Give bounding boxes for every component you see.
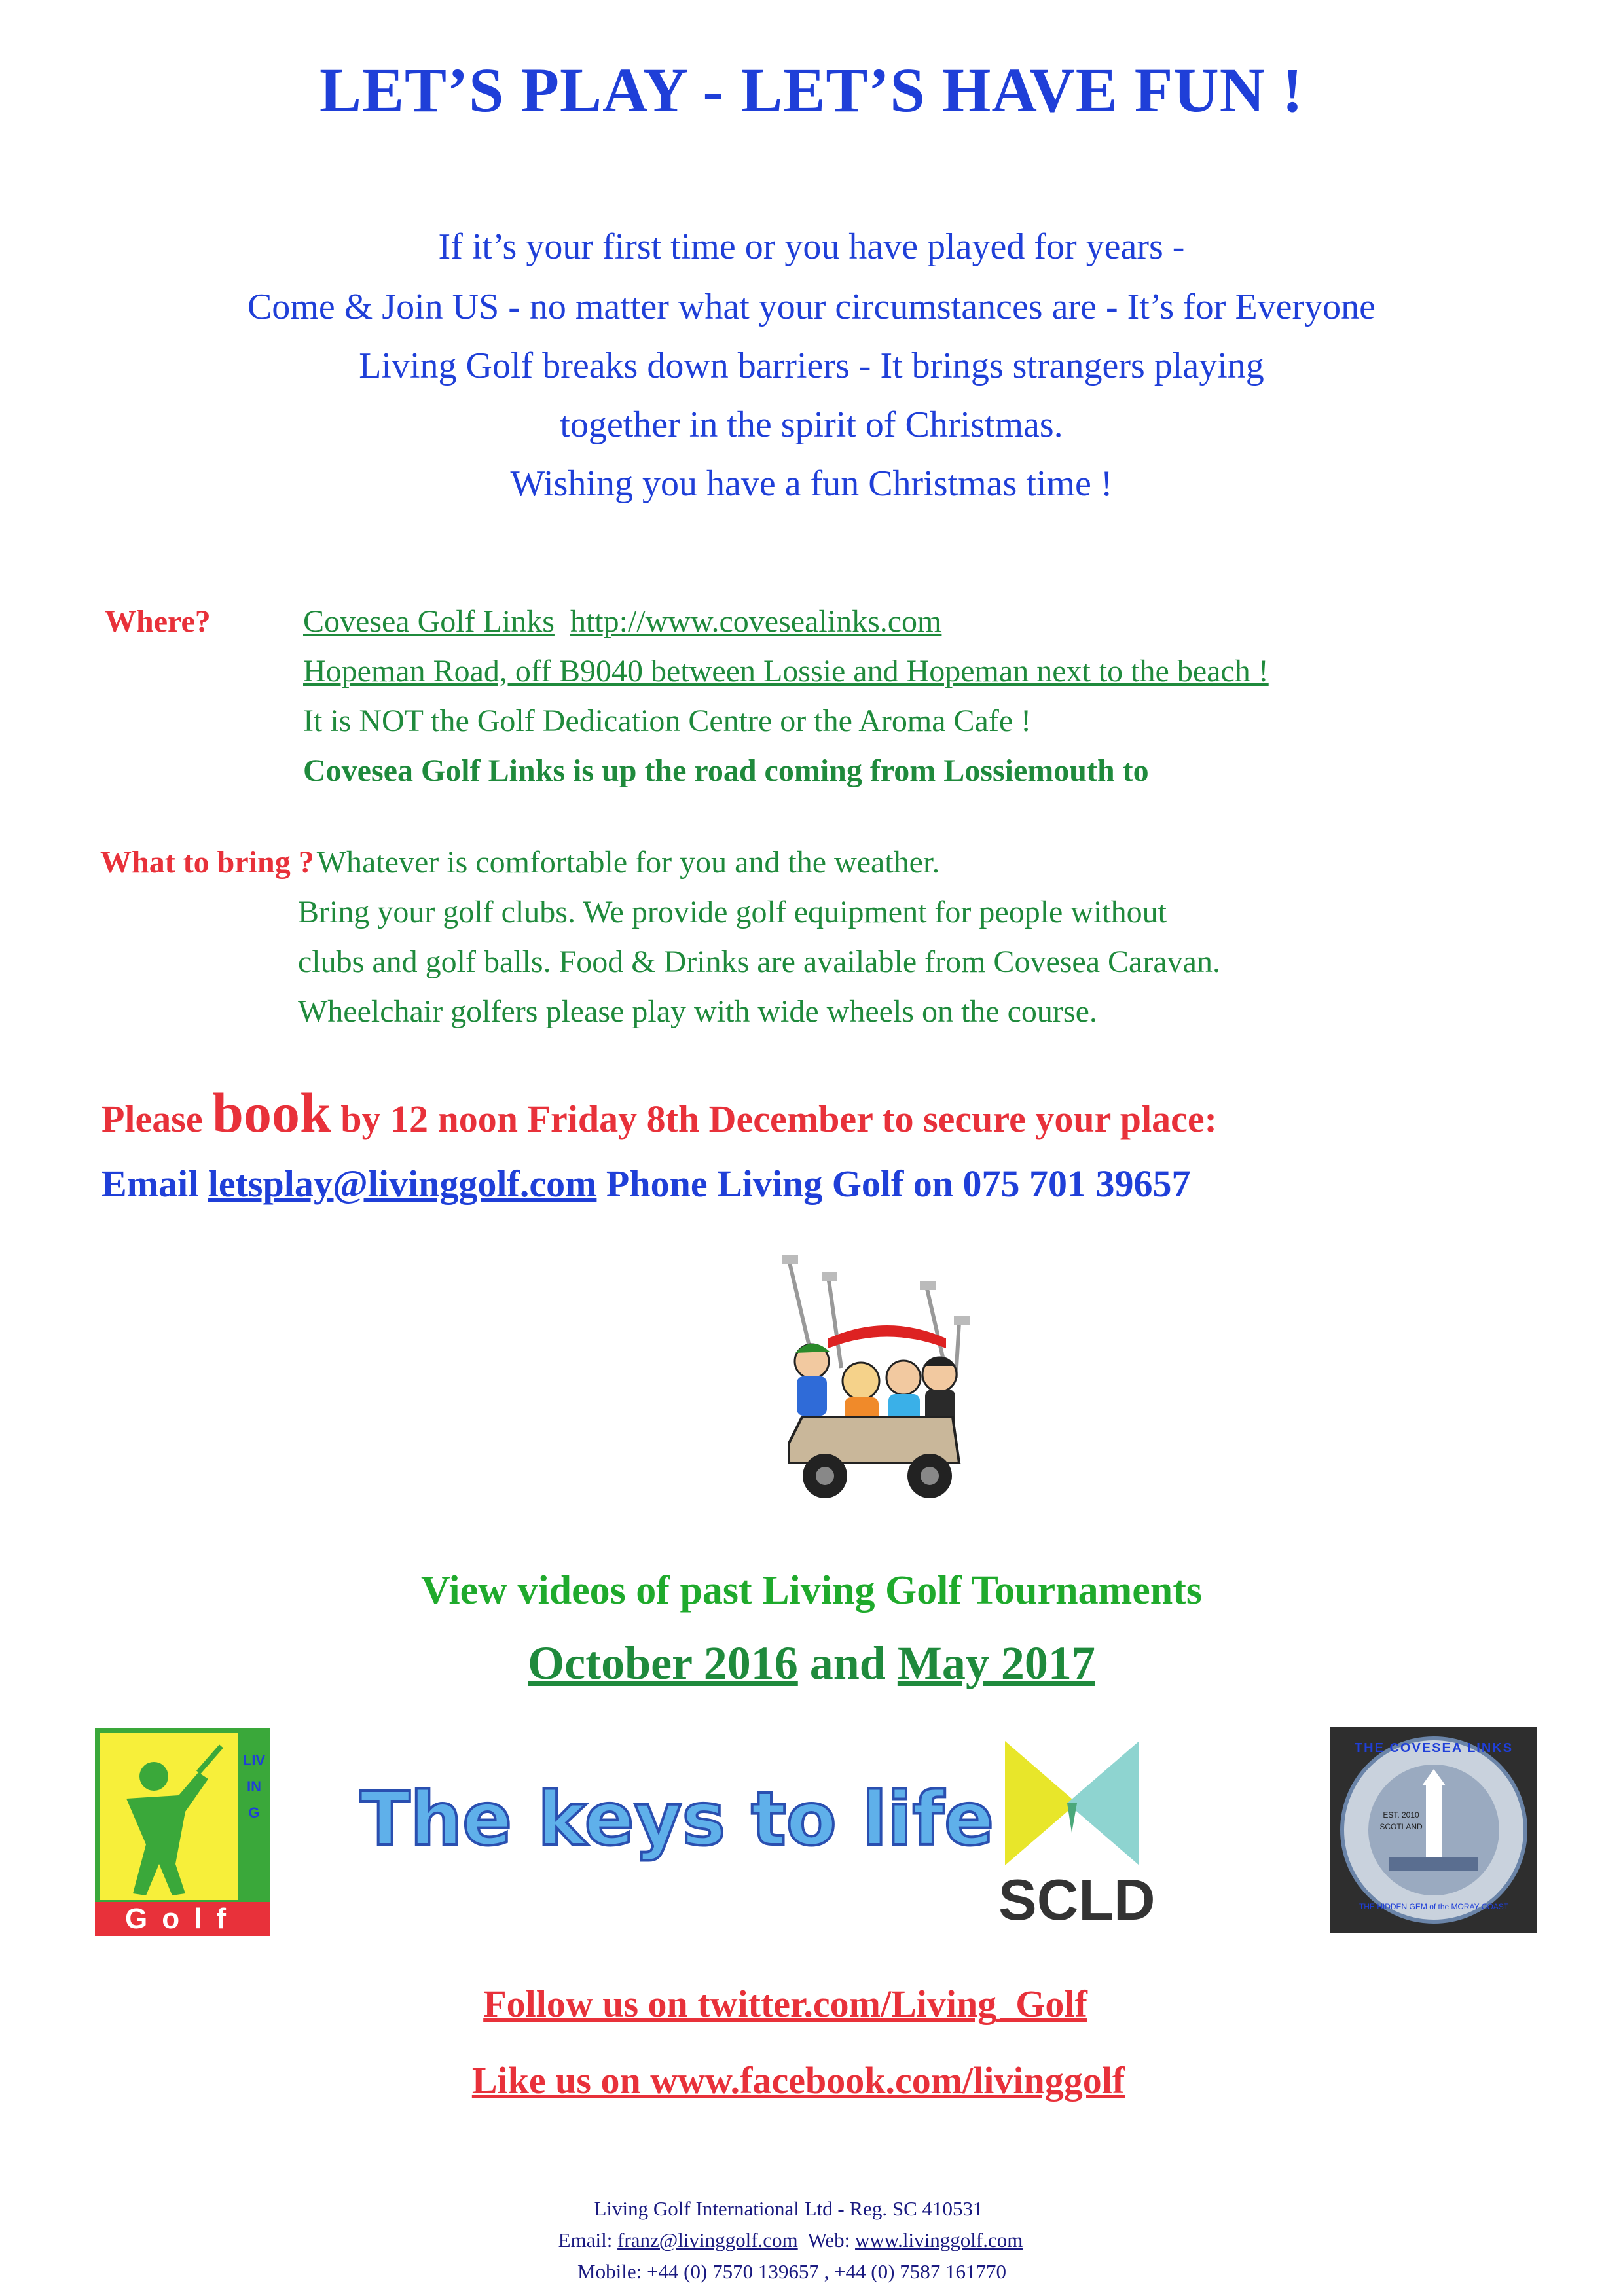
footer-email-label: Email: <box>558 2229 613 2251</box>
living-golf-logo <box>95 1728 270 1936</box>
bring-line-1: Whatever is comfortable for you and the weather. <box>316 845 940 880</box>
contact-line <box>101 1162 1191 1206</box>
email-link[interactable]: letsplay@livinggolf.com <box>208 1162 597 1205</box>
footer-email-link[interactable]: franz@livinggolf.com <box>617 2229 798 2251</box>
footer-company: Living Golf International Ltd - Reg. SC 410531 <box>594 2197 983 2220</box>
intro-line-5: Wishing you have a fun Christmas time ! <box>510 463 1113 504</box>
footer-web-label: Web: <box>807 2229 850 2251</box>
golfer-icon <box>100 1733 238 1900</box>
bring-row <box>100 844 939 880</box>
scld-text: SCLD <box>998 1867 1156 1932</box>
bring-line-3: clubs and golf balls. Food & Drinks are available from Covesea Caravan. <box>298 944 1220 979</box>
footer-contacts <box>0 2229 1602 2252</box>
bring-line-4: Wheelchair golfers please play with wide wheels on the course. <box>298 994 1097 1029</box>
golf-cart-illustration <box>763 1247 979 1522</box>
twitter-link[interactable]: Follow us on twitter.com/Living_Golf <box>483 1982 1087 2025</box>
email-label: Email <box>101 1162 199 1205</box>
footer-mobile: Mobile: +44 (0) 7570 139657 , +44 (0) 7587 161770 <box>577 2260 1006 2283</box>
intro-line-4: together in the spirit of Christmas. <box>560 404 1063 445</box>
where-not-note: It is NOT the Golf Dedication Centre or the Aroma Cafe ! <box>303 704 1032 738</box>
videos-title: View videos of past Living Golf Tournaments <box>420 1568 1203 1613</box>
video-link-october-2016[interactable]: October 2016 <box>528 1637 798 1689</box>
booking-book: book <box>212 1081 331 1144</box>
bring-label: What to bring ? <box>100 845 314 880</box>
covesea-top-text: THE COVESEA LINKS <box>1354 1741 1514 1755</box>
intro-line-2: Come & Join US - no matter what your circumstances are - It’s for Everyone <box>247 287 1376 327</box>
venue-link[interactable]: Covesea Golf Links <box>303 604 555 639</box>
booking-rest: by 12 noon Friday 8th December to secure your place: <box>340 1098 1217 1140</box>
venue-url-link[interactable]: http://www.covesealinks.com <box>570 604 942 639</box>
page-title: LET’S PLAY - LET’S HAVE FUN ! <box>319 55 1304 125</box>
footer-web-link[interactable]: www.livinggolf.com <box>855 2229 1023 2251</box>
where-venue-row <box>303 603 941 639</box>
covesea-links-logo <box>1330 1727 1537 1933</box>
bring-line-2: Bring your golf clubs. We provide golf equipment for people without <box>298 895 1167 929</box>
club-head-icon <box>782 1255 798 1264</box>
video-link-may-2017[interactable]: May 2017 <box>897 1637 1095 1689</box>
scld-logo <box>998 1741 1156 1932</box>
covesea-country-text: SCOTLAND <box>1379 1822 1423 1831</box>
booking-please: Please <box>101 1098 203 1140</box>
living-golf-side-text: LIVING <box>242 1752 266 1821</box>
covesea-est-text: EST. 2010 <box>1383 1810 1419 1820</box>
keys-to-life-logo: The keys to life <box>360 1777 994 1862</box>
facebook-link[interactable]: Like us on www.facebook.com/livinggolf <box>471 2059 1125 2102</box>
phone-text: Phone Living Golf on 075 701 39657 <box>606 1162 1191 1205</box>
videos-dates <box>0 1636 1623 1691</box>
where-directions: Covesea Golf Links is up the road coming from Lossiemouth to <box>303 753 1149 788</box>
intro-line-1: If it’s your first time or you have played for years - <box>438 226 1185 267</box>
where-road-link[interactable]: Hopeman Road, off B9040 between Lossie and Hopeman next to the beach ! <box>303 654 1269 689</box>
living-golf-bottom-text: Golf <box>95 1902 270 1936</box>
where-label: Where? <box>105 604 211 639</box>
videos-and: and <box>809 1637 886 1689</box>
covesea-bottom-text: THE HIDDEN GEM of the MORAY COAST <box>1359 1902 1509 1911</box>
living-golf-yellow-panel <box>100 1733 238 1900</box>
booking-line <box>101 1080 1217 1145</box>
scld-mark-icon <box>998 1741 1146 1865</box>
intro-line-3: Living Golf breaks down barriers - It brings strangers playing <box>359 346 1264 386</box>
